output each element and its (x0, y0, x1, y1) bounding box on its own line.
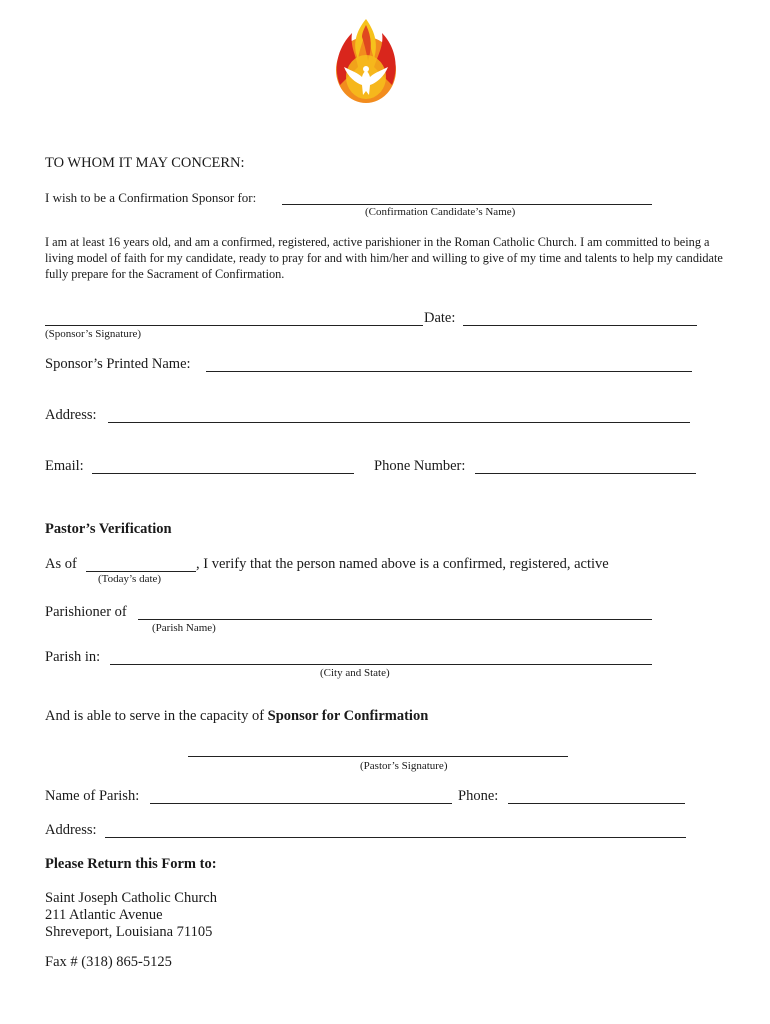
return-line-3: Shreveport, Louisiana 71105 (45, 924, 213, 940)
name-of-parish-field[interactable] (150, 803, 452, 804)
name-of-parish-label: Name of Parish: (45, 788, 140, 804)
parish-in-label: Parish in: (45, 649, 101, 665)
printed-name-field[interactable] (206, 371, 692, 372)
date-label: Date: (424, 310, 456, 326)
pastor-address-field[interactable] (105, 837, 686, 838)
sponsor-signature-caption: (Sponsor’s Signature) (45, 328, 142, 340)
sponsor-statement: I am at least 16 years old, and am a confirmed, registered, active parishioner in the Roman Catholic Church. I am committed to being a living model of faith for my candidate, ready to pray for and with him/her and willing to give of my time and talents to help my candidate fully prepare for the Sacrament of Confirmation. (45, 235, 723, 281)
return-line-1: Saint Joseph Catholic Church (45, 890, 217, 906)
todays-date-field[interactable] (86, 571, 196, 572)
address-label: Address: (45, 407, 97, 423)
return-heading: Please Return this Form to: (45, 856, 217, 872)
printed-name-label: Sponsor’s Printed Name: (45, 356, 191, 372)
candidate-name-caption: (Confirmation Candidate’s Name) (365, 206, 516, 218)
return-line-2: 211 Atlantic Avenue (45, 907, 163, 923)
greeting: TO WHOM IT MAY CONCERN: (45, 155, 245, 171)
pastor-verification-heading: Pastor’s Verification (45, 521, 172, 537)
capacity-bold-text: Sponsor for Confirmation (267, 708, 429, 724)
city-state-field[interactable] (110, 664, 652, 665)
pastor-phone-label: Phone: (458, 788, 499, 804)
phone-field[interactable] (475, 473, 696, 474)
email-label: Email: (45, 458, 84, 474)
pastor-signature-caption: (Pastor’s Signature) (360, 760, 448, 772)
parish-name-field[interactable] (138, 619, 652, 620)
email-field[interactable] (92, 473, 354, 474)
todays-date-caption: (Today’s date) (98, 573, 162, 585)
sponsor-for-label: I wish to be a Confirmation Sponsor for: (45, 190, 257, 205)
address-field[interactable] (108, 422, 690, 423)
phone-label: Phone Number: (374, 458, 466, 474)
parish-name-caption: (Parish Name) (152, 622, 216, 634)
holy-spirit-flame-logo (330, 15, 402, 107)
city-state-caption: (City and State) (320, 667, 390, 679)
capacity-text: And is able to serve in the capacity of (45, 708, 268, 724)
pastor-phone-field[interactable] (508, 803, 685, 804)
verify-text: , I verify that the person named above is a confirmed, registered, active (196, 556, 609, 572)
capacity-line (45, 708, 428, 725)
sponsor-date-field[interactable] (463, 325, 697, 326)
sponsor-signature-field[interactable] (45, 325, 423, 326)
candidate-name-field[interactable] (282, 204, 652, 205)
dove-head-icon (363, 66, 369, 72)
parishioner-of-label: Parishioner of (45, 604, 127, 620)
as-of-label: As of (45, 556, 77, 572)
return-fax: Fax # (318) 865-5125 (45, 954, 172, 970)
pastor-signature-field[interactable] (188, 756, 568, 757)
pastor-address-label: Address: (45, 822, 97, 838)
